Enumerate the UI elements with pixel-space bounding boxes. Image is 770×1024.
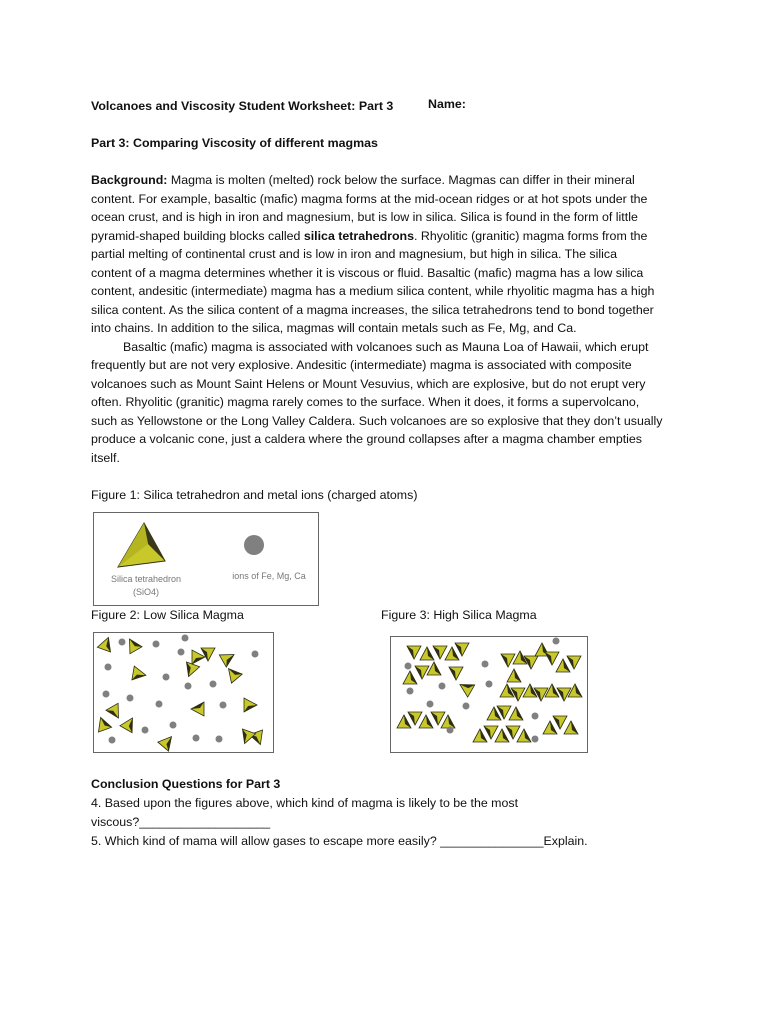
- figure3-caption: Figure 3: High Silica Magma: [381, 608, 537, 622]
- background-line-5: partial melting of continental crust and is low in iron and magnesium, but high in silica. The silica: [91, 247, 617, 261]
- background-line-15: produce a volcanic cone, just a caldera where the ground collapses after a magma chamber empties: [91, 432, 642, 446]
- question-5: 5. Which kind of mama will allow gases to escape more easily? _______________Explain.: [91, 834, 588, 848]
- worksheet-title: Volcanoes and Viscosity Student Worksheet: Part 3: [91, 99, 394, 113]
- background-line-12: volcanoes such as Mount Saint Helens or Mount Vesuvius, which are explosive, but do not erupt very: [91, 376, 646, 391]
- background-line-14: such as Yellowstone or the Long Valley Caldera. Such volcanoes are so explosive that they don’t usually: [91, 413, 663, 428]
- background-line-9: into chains. In addition to the silica, magmas will contain metals such as Fe, Mg, and Ca.: [91, 321, 577, 335]
- low-silica-drawing: [93, 632, 273, 752]
- figure1-caption: Figure 1: Silica tetrahedron and metal ions (charged atoms): [91, 488, 418, 502]
- tetra-formula: (SiO4): [132, 587, 159, 597]
- background-text-4a: pyramid-shaped building blocks called: [91, 228, 304, 243]
- ion-label: ions of Fe, Mg, Ca: [232, 571, 306, 581]
- tetra-label: Silica tetrahedron: [110, 574, 182, 584]
- question-4-line-1: 4. Based upon the figures above, which kind of magma is likely to be the most: [91, 796, 519, 810]
- part-heading: Part 3: Comparing Viscosity of different magmas: [91, 136, 378, 150]
- background-label: Background:: [91, 173, 168, 187]
- background-line-3: ocean crust, and is high in iron and magnesium, but is low in silica. Silica is found in the form of little: [91, 210, 638, 224]
- background-line-13: often. Rhyolitic (granitic) magma rarely comes to the surface. When it does, it forms a supervolcano,: [91, 395, 640, 409]
- background-text-1: Magma is molten (melted) rock below the surface. Magmas can differ in their mineral: [170, 173, 635, 187]
- background-line-16: itself.: [91, 450, 120, 465]
- high-silica-drawing: [390, 636, 587, 752]
- name-label: Name:: [428, 97, 466, 111]
- background-text-4b: . Rhyolitic (granitic) magma forms from the: [414, 228, 648, 243]
- background-line-2: content. For example, basaltic (mafic) magma forms at the mid-ocean ridges or at hot spots under the: [91, 191, 648, 206]
- figure2-caption: Figure 2: Low Silica Magma: [91, 608, 244, 622]
- silica-tetrahedron-icon: [118, 523, 165, 567]
- conclusion-heading: Conclusion Questions for Part 3: [91, 777, 281, 791]
- background-line-10: Basaltic (mafic) magma is associated with volcanoes such as Mauna Loa of Hawaii, which erupt: [123, 339, 649, 354]
- question-4-line-2: viscous?___________________: [91, 815, 271, 829]
- background-line-11: frequently but are not very explosive. Andesitic (intermediate) magma is associated with composite: [91, 358, 632, 372]
- silica-tetrahedrons-term: silica tetrahedrons: [303, 228, 415, 243]
- background-line-7: content, andesitic (intermediate) magma has a medium silica content, while rhyolitic magma has a high: [91, 284, 655, 298]
- background-line-8: silica content. As the silica content of a magma increases, the silica tetrahedrons tend to bond together: [91, 302, 654, 317]
- background-line-6: content of a magma determines whether it is viscous or fluid. Basaltic (mafic) magma has a low silica: [91, 265, 644, 280]
- metal-ion-icon: [244, 535, 264, 555]
